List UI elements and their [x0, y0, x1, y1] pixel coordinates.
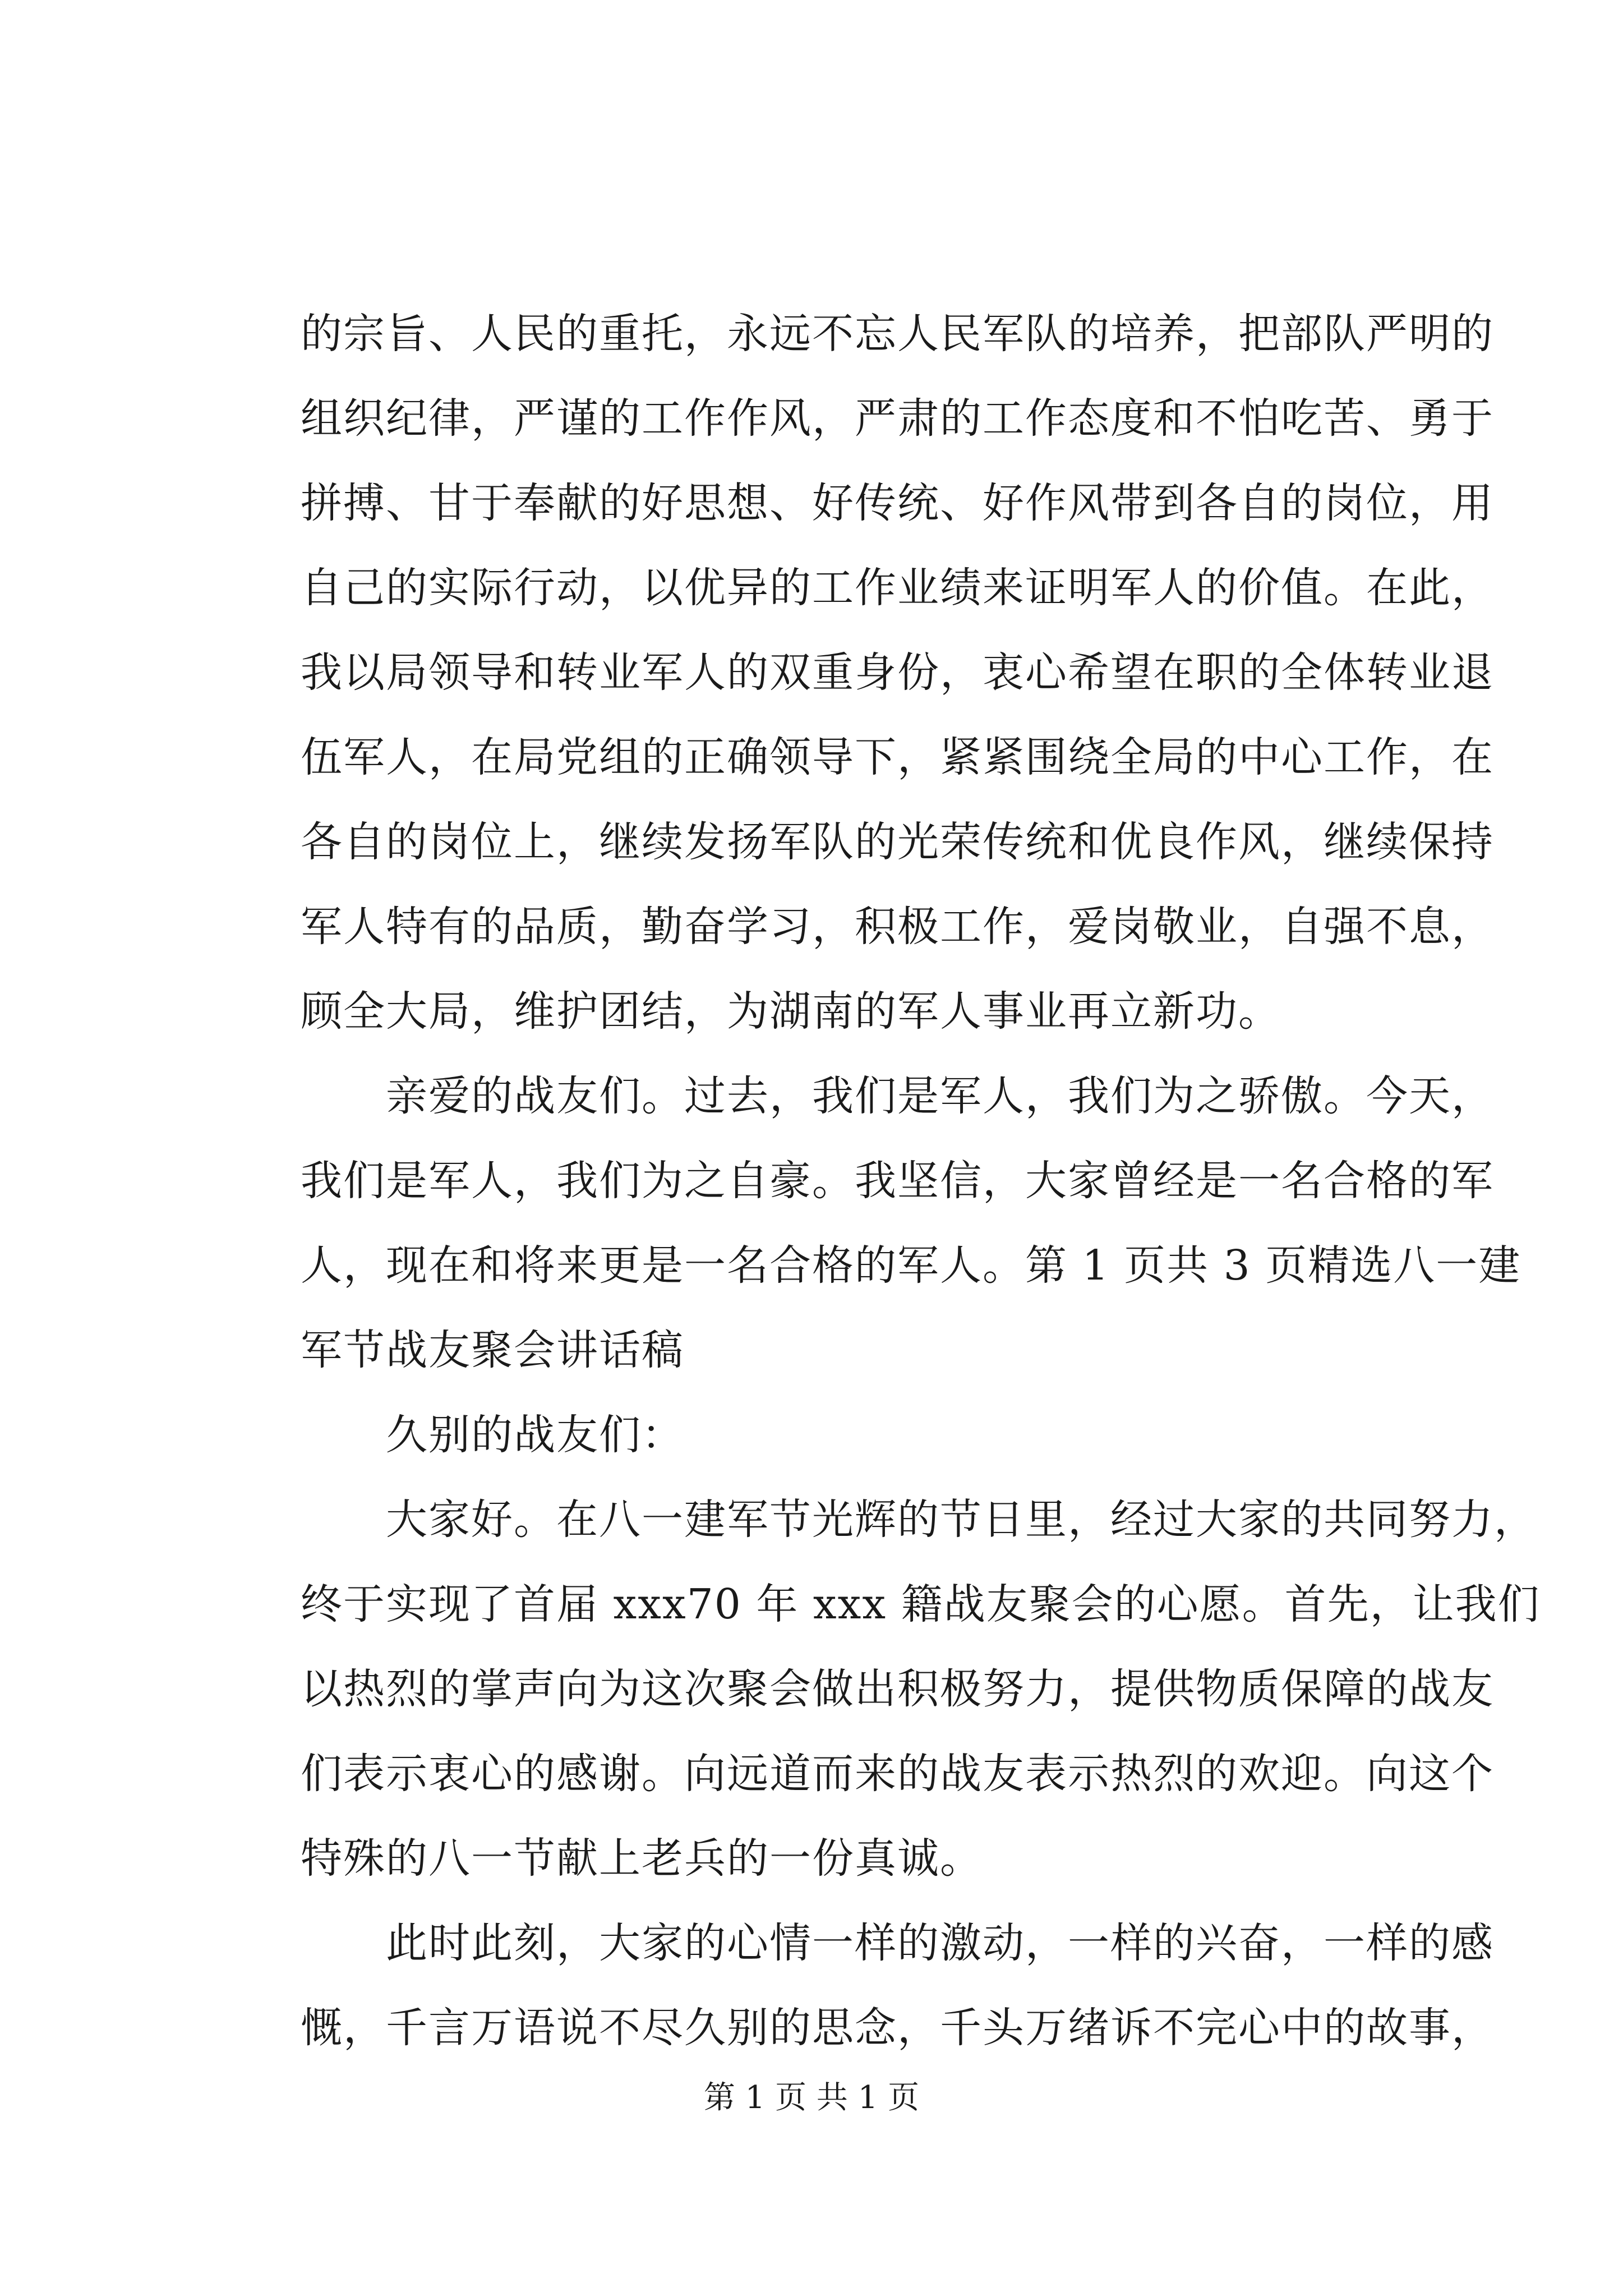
- text-line: 特殊的八一节献上老兵的一份真诚。: [301, 1834, 983, 1883]
- paragraph-start-line: 亲爱的战友们。过去，我们是军人，我们为之骄傲。今天，: [386, 1072, 1494, 1120]
- text-line: 的宗旨、人民的重托，永远不忘人民军队的培养，把部队严明的: [301, 310, 1494, 358]
- text-line: 慨，千言万语说不尽久别的思念，千头万绪诉不完心中的故事，: [301, 2004, 1494, 2052]
- text-line: 以热烈的掌声向为这次聚会做出积极努力，提供物质保障的战友: [301, 1665, 1494, 1713]
- text-line: 拼搏、甘于奉献的好思想、好传统、好作风带到各自的岗位，用: [301, 479, 1494, 527]
- text-line: 我们是军人，我们为之自豪。我坚信，大家曾经是一名合格的军: [301, 1157, 1494, 1205]
- paragraph-start-line: 此时此刻，大家的心情一样的激动，一样的兴奋，一样的感: [386, 1919, 1494, 1967]
- text-line: 我以局领导和转业军人的双重身份，衷心希望在职的全体转业退: [301, 648, 1494, 697]
- paragraph-start-line: 大家好。在八一建军节光辉的节日里，经过大家的共同努力，: [386, 1496, 1537, 1544]
- text-line: 各自的岗位上，继续发扬军队的光荣传统和优良作风，继续保持: [301, 818, 1494, 866]
- page-footer: 第 1 页 共 1 页: [703, 2079, 920, 2116]
- text-line: 人，现在和将来更是一名合格的军人。第 1 页共 3 页精选八一建: [301, 1241, 1521, 1290]
- text-line: 们表示衷心的感谢。向远道而来的战友表示热烈的欢迎。向这个: [301, 1750, 1494, 1798]
- text-line: 军人特有的品质，勤奋学习，积极工作，爱岗敬业，自强不息，: [301, 903, 1494, 951]
- text-line: 自己的实际行动，以优异的工作业绩来证明军人的价值。在此，: [301, 564, 1494, 612]
- text-line: 终于实现了首届 xxx70 年 xxx 籍战友聚会的心愿。首先，让我们: [301, 1580, 1541, 1628]
- text-line: 军节战友聚会讲话稿: [301, 1326, 684, 1374]
- text-line: 顾全大局，维护团结，为湖南的军人事业再立新功。: [301, 987, 1281, 1036]
- text-line: 组织纪律，严谨的工作作风，严肃的工作态度和不怕吃苦、勇于: [301, 394, 1494, 443]
- body-text: [301, 292, 1541, 2070]
- salutation-line: 久别的战友们：: [386, 1411, 684, 1459]
- text-line: 伍军人，在局党组的正确领导下，紧紧围绕全局的中心工作，在: [301, 733, 1494, 781]
